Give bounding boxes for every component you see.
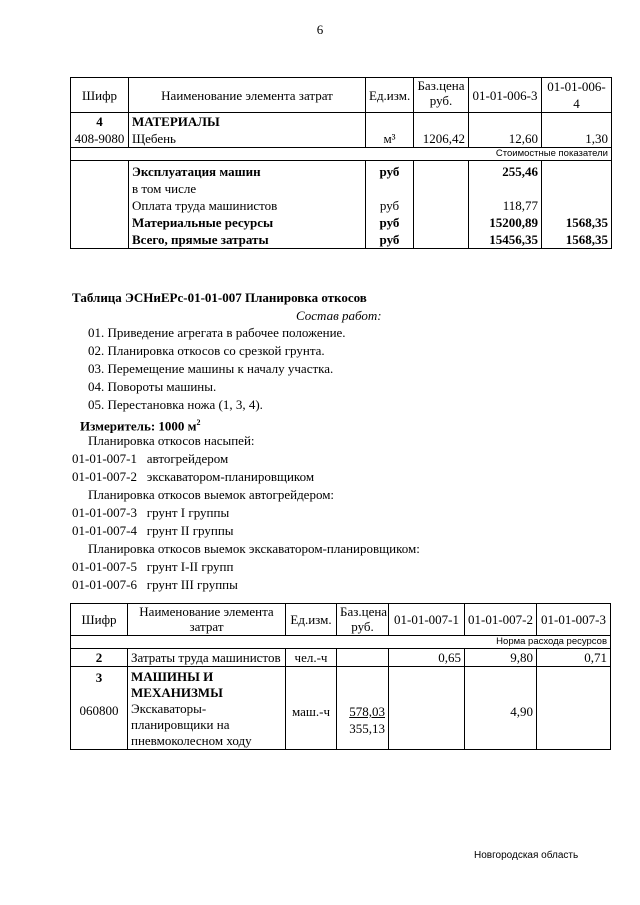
labor-v3: 0,71: [537, 649, 611, 667]
cost-names-cell: [129, 161, 366, 249]
cost-name: Материальные ресурсы: [132, 215, 274, 230]
machine-unit: маш.-ч: [286, 667, 337, 750]
materials-table: [70, 77, 612, 249]
cost-name: Оплата труда машинистов: [132, 198, 278, 213]
page-number: 6: [316, 22, 324, 37]
cost-v1: 15456,35: [489, 232, 538, 247]
cost-unit: руб: [379, 198, 400, 213]
cost-v1: 255,46: [502, 164, 538, 179]
cost-units-cell: [366, 161, 414, 249]
labor-code: 2: [71, 649, 128, 667]
cost-v1-cell: [469, 161, 542, 249]
table-row: [71, 667, 611, 750]
machines-table: [70, 603, 611, 750]
item-v1: 12,60: [469, 113, 542, 148]
col-header-unit: Ед.изм.: [286, 604, 337, 636]
labor-name: Затраты труда машинистов: [128, 649, 286, 667]
cost-unit: руб: [379, 215, 400, 230]
work-step: 04. Повороты машины.: [88, 379, 217, 394]
cost-name: в том числе: [132, 181, 197, 196]
section-title: МАТЕРИАЛЫ: [132, 114, 220, 129]
col-header-v1: 01-01-006-3: [469, 78, 542, 113]
machines-number: 3: [95, 670, 103, 685]
machine-code: 060800: [79, 703, 119, 718]
item-price: 1206,42: [414, 113, 469, 148]
item-v2: 1,30: [542, 113, 612, 148]
machine-name: Экскаваторы-планировщики на пневмоколесном ходу: [131, 701, 252, 748]
col-header-v1: 01-01-007-1: [389, 604, 465, 636]
machines-name-cell: [128, 667, 286, 750]
item-unit: м³: [366, 113, 414, 148]
list-item: 01-01-007-5 грунт I-II групп: [72, 559, 234, 574]
composition-title: Состав работ:: [296, 308, 382, 323]
cost-v1: 15200,89: [489, 215, 538, 230]
group-title: Планировка откосов выемок автогрейдером:: [88, 487, 335, 502]
table-row: [71, 161, 612, 249]
machine-v1: [389, 667, 465, 750]
col-header-name: Наименование элемента затрат: [129, 78, 366, 113]
norm-label: Норма расхода ресурсов: [71, 636, 611, 649]
col-header-code: Шифр: [71, 604, 128, 636]
labor-v2: 9,80: [465, 649, 537, 667]
list-item: 01-01-007-2 экскаватором-планировщиком: [72, 469, 315, 484]
col-header-name: Наименование элемента затрат: [128, 604, 286, 636]
meter-label: Измеритель: 1000 $м^2$: [80, 418, 201, 434]
section-cell: [71, 113, 129, 148]
group-title: Планировка откосов насыпей:: [88, 433, 255, 448]
col-header-code: Шифр: [71, 78, 129, 113]
list-item: 01-01-007-3 грунт I группы: [72, 505, 230, 520]
machines-title: МАШИНЫ И МЕХАНИЗМЫ: [131, 669, 223, 700]
section-name-cell: [129, 113, 366, 148]
cost-unit: руб: [379, 164, 400, 179]
list-item: 01-01-007-1 автогрейдером: [72, 451, 229, 466]
table-row: [71, 113, 612, 148]
machine-price-bottom: 355,13: [349, 721, 385, 736]
machine-price-cell: [337, 667, 389, 750]
list-item: 01-01-007-6 грунт III группы: [72, 577, 238, 592]
table-title: Таблица ЭСНиЕРс-01-01-007 Планировка откосов: [72, 290, 367, 305]
section-number: 4: [96, 114, 103, 129]
labor-unit: чел.-ч: [286, 649, 337, 667]
col-header-unit: Ед.изм.: [366, 78, 414, 113]
col-header-price: Баз.цена руб.: [414, 78, 469, 113]
col-header-v3: 01-01-007-3: [537, 604, 611, 636]
labor-v1: 0,65: [389, 649, 465, 667]
cost-price-cell: [414, 161, 469, 249]
group-title: Планировка откосов выемок экскаватором-планировщиком:: [88, 541, 420, 556]
table-header-row: [71, 78, 612, 113]
cost-v2: 1568,35: [565, 232, 608, 247]
col-header-v2: 01-01-006-4: [542, 78, 612, 113]
table-header-row: [71, 604, 611, 636]
machine-v2: 4,90: [465, 667, 537, 750]
labor-price: [337, 649, 389, 667]
table-row: [71, 148, 612, 161]
work-step: 03. Перемещение машины к началу участка.: [88, 361, 334, 376]
cost-indicators-label: Стоимостные показатели: [71, 148, 612, 161]
list-item: 01-01-007-4 грунт II группы: [72, 523, 234, 538]
cost-code-cell: [71, 161, 129, 249]
cost-name: Всего, прямые затраты: [132, 232, 269, 247]
col-header-v2: 01-01-007-2: [465, 604, 537, 636]
work-step: 05. Перестановка ножа (1, 3, 4).: [88, 397, 263, 412]
col-header-price: Баз.цена руб.: [337, 604, 389, 636]
table-row: [71, 649, 611, 667]
item-name: Щебень: [132, 131, 176, 146]
machines-code-cell: [71, 667, 128, 750]
machine-v3: [537, 667, 611, 750]
table-row: [71, 636, 611, 649]
machine-price-top: 578,03: [349, 704, 385, 719]
footer-region: Новгородская область: [474, 850, 579, 861]
cost-unit: руб: [379, 232, 400, 247]
cost-v1: 118,77: [502, 198, 538, 213]
cost-v2: 1568,35: [565, 215, 608, 230]
cost-name: Эксплуатация машин: [132, 164, 261, 179]
item-code: 408-9080: [74, 131, 125, 146]
cost-v2-cell: [542, 161, 612, 249]
work-step: 01. Приведение агрегата в рабочее положение.: [88, 325, 346, 340]
work-step: 02. Планировка откосов со срезкой грунта.: [88, 343, 325, 358]
